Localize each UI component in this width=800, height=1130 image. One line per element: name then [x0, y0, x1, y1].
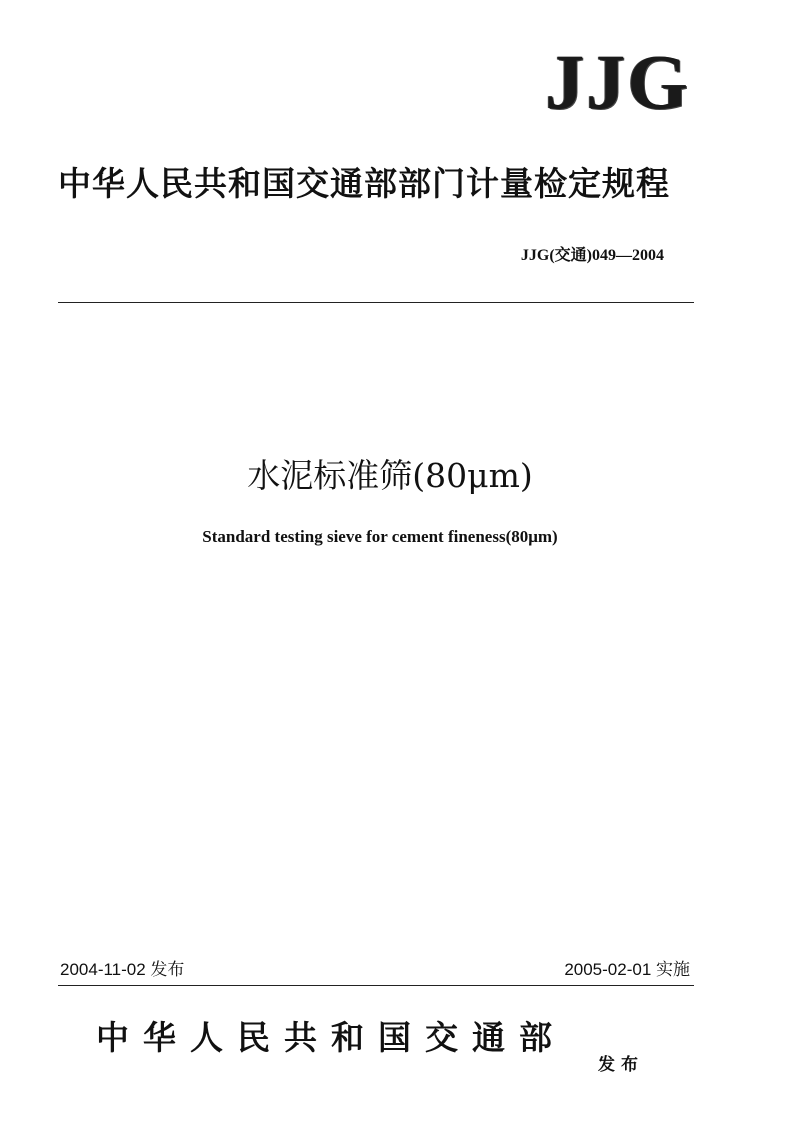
issuing-label: 发布 — [598, 1055, 644, 1075]
effective-date: 2005-02-01 实施 — [564, 960, 690, 979]
top-divider — [58, 302, 694, 303]
logo-text: JJG — [545, 38, 690, 125]
bottom-divider — [58, 985, 694, 986]
authority-heading: 中华人民共和国交通部部门计量检定规程 — [58, 164, 670, 203]
issue-date: 2004-11-02 发布 — [60, 960, 185, 979]
issuing-authority: 中华人民共和国交通部 — [96, 1018, 566, 1057]
jjg-logo — [484, 38, 690, 125]
document-number: JJG(交通)049—2004 — [520, 247, 664, 264]
title-chinese: 水泥标准筛(80μm) — [247, 456, 533, 495]
title-english: Standard testing sieve for cement fineness(80μm) — [202, 527, 558, 546]
